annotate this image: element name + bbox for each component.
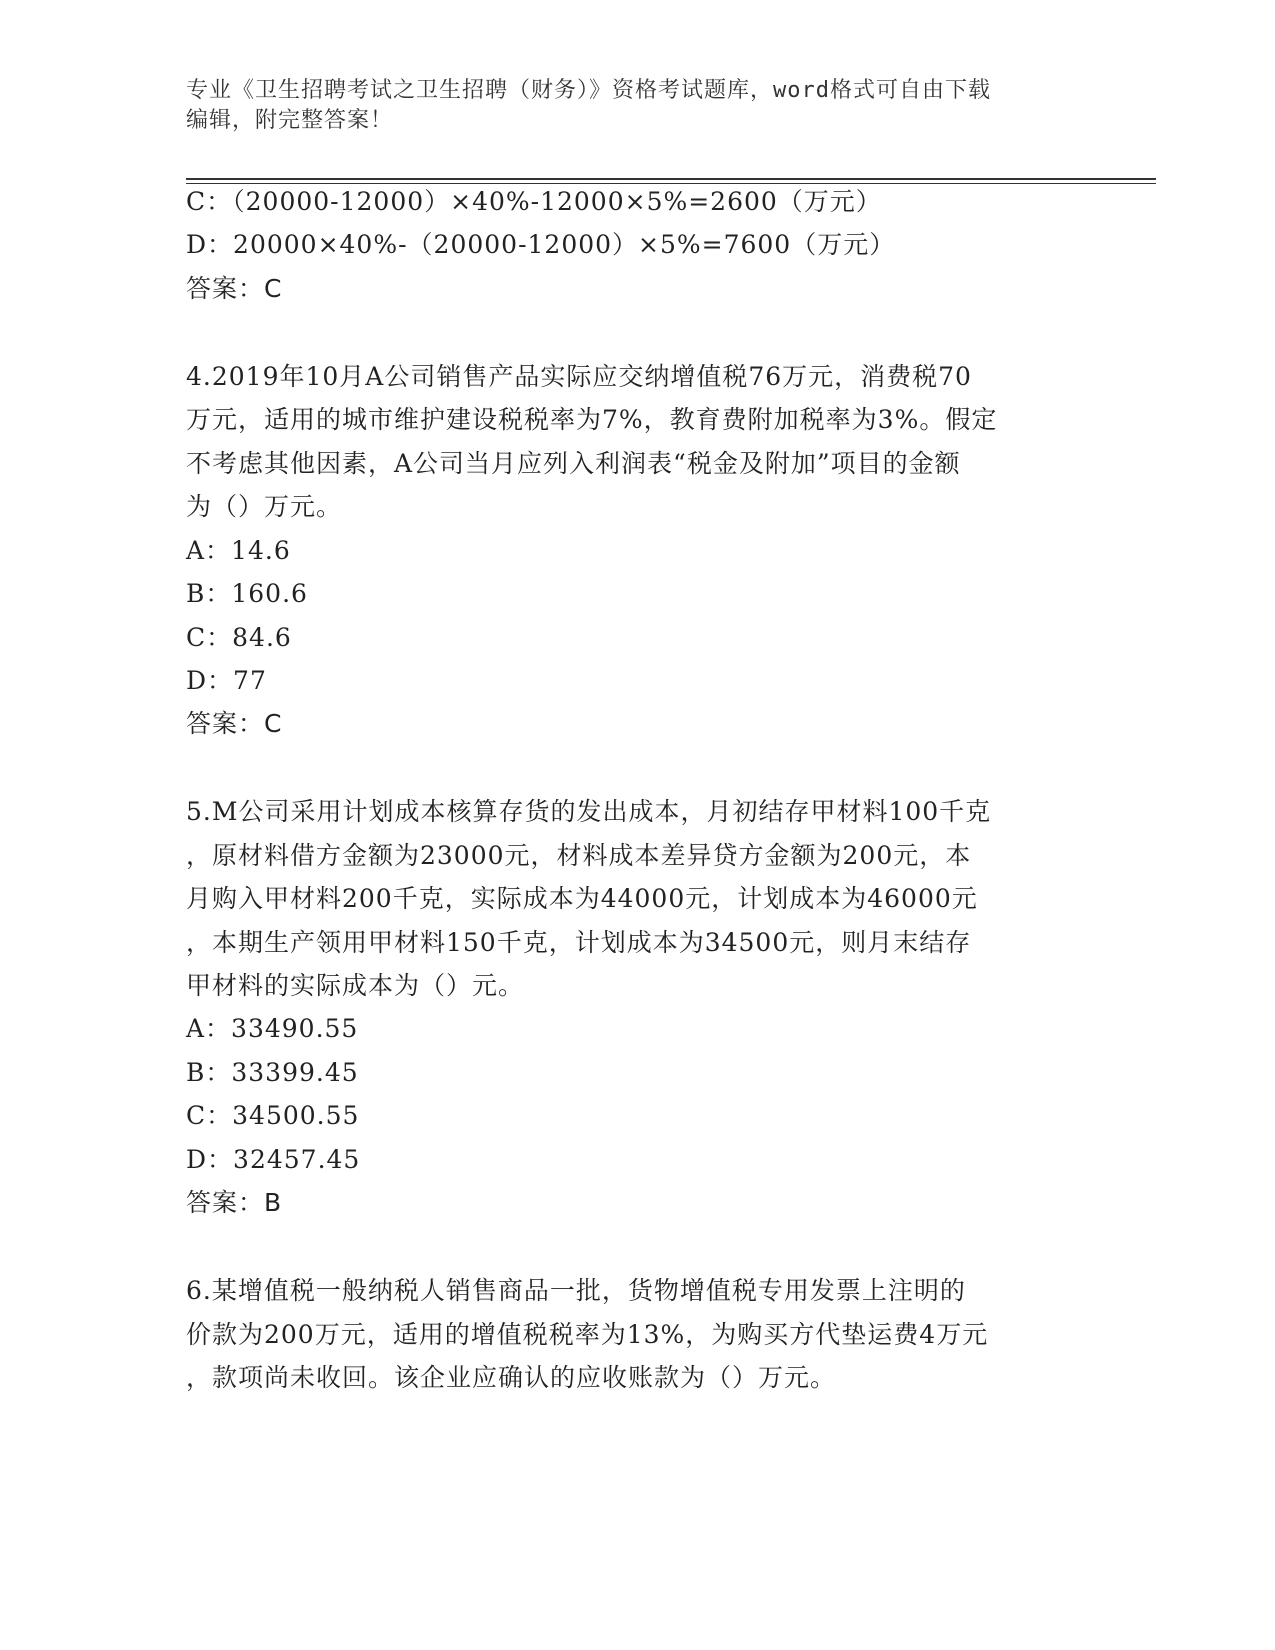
- q5-option-c: C：34500.55: [186, 1101, 360, 1130]
- q4-option-a: A：14.6: [186, 536, 291, 565]
- header-line-2: 编辑，附完整答案！: [186, 108, 394, 133]
- q5-stem-line: 5.M公司采用计划成本核算存货的发出成本，月初结存甲材料100千克: [186, 797, 992, 826]
- q5-stem-line: ，原材料借方金额为23000元，材料成本差异贷方金额为200元，本: [186, 841, 972, 870]
- q4-option-d: D：77: [186, 666, 267, 695]
- q5-option-a: A：33490.55: [186, 1014, 359, 1043]
- q5-option-d: D：32457.45: [186, 1145, 361, 1174]
- q5-stem-line: 甲材料的实际成本为（）元。: [186, 971, 525, 1000]
- q4-stem-line: 4.2019年10月A公司销售产品实际应交纳增值税76万元，消费税70: [186, 362, 972, 391]
- q5-answer: 答案：B: [186, 1188, 283, 1217]
- q4-option-b: B：160.6: [186, 579, 308, 608]
- q3-option-c: C：（20000-12000）×40%-12000×5%=2600（万元）: [186, 187, 882, 216]
- q6-stem-line: ，款项尚未收回。该企业应确认的应收账款为（）万元。: [186, 1363, 837, 1392]
- q6-stem-line: 6.某增值税一般纳税人销售商品一批，货物增值税专用发票上注明的: [186, 1276, 966, 1305]
- q3-answer: 答案：C: [186, 274, 283, 303]
- header-divider-thin: [186, 183, 1156, 184]
- q4-stem-line: 为（）万元。: [186, 492, 343, 521]
- q4-option-c: C：84.6: [186, 623, 292, 652]
- q5-option-b: B：33399.45: [186, 1058, 359, 1087]
- header-line-1: 专业《卫生招聘考试之卫生招聘（财务）》资格考试题库，word格式可自由下载: [186, 78, 991, 103]
- q4-stem-line: 万元，适用的城市维护建设税税率为7%，教育费附加税率为3%。假定: [186, 405, 998, 434]
- q5-stem-line: ，本期生产领用甲材料150千克，计划成本为34500元，则月末结存: [186, 928, 972, 957]
- q6-stem-line: 价款为200万元，适用的增值税税率为13%，为购买方代垫运费4万元: [186, 1320, 989, 1349]
- q5-stem-line: 月购入甲材料200千克，实际成本为44000元，计划成本为46000元: [186, 884, 978, 913]
- header-divider-thick: [186, 178, 1156, 180]
- q4-answer: 答案：C: [186, 709, 283, 738]
- q4-stem-line: 不考虑其他因素，A公司当月应列入利润表“税金及附加”项目的金额: [186, 449, 961, 478]
- document-header: [186, 76, 1086, 136]
- q3-option-d: D：20000×40%-（20000-12000）×5%=7600（万元）: [186, 230, 896, 259]
